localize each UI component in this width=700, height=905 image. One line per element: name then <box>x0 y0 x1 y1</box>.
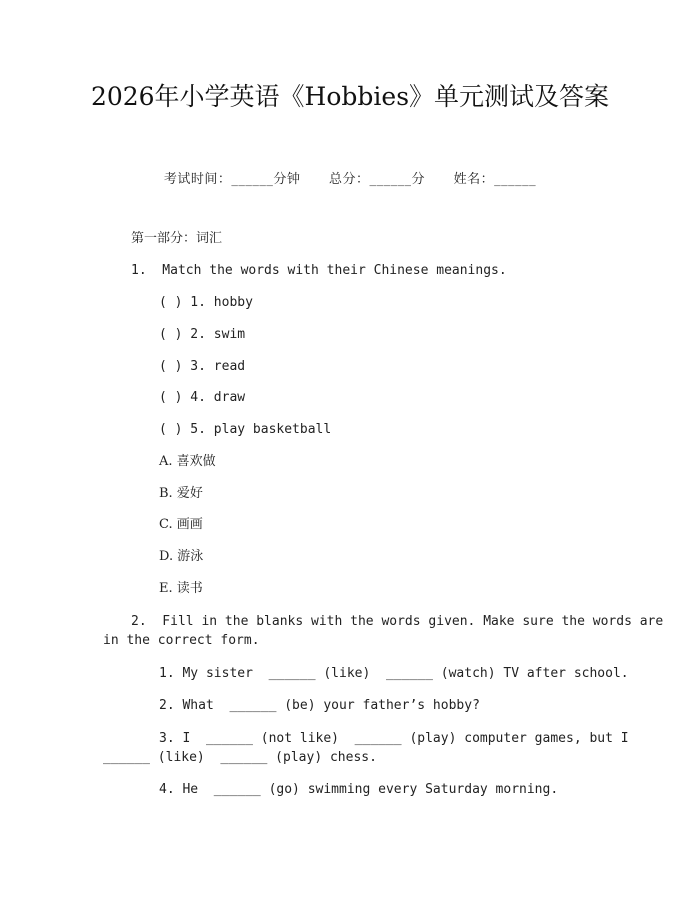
match-item: ( ) 3. read <box>159 359 246 374</box>
question-1-prompt: 1. Match the words with their Chinese meanings. <box>131 263 507 278</box>
match-option: C. 画画 <box>159 517 203 532</box>
match-item: ( ) 5. play basketball <box>159 422 332 437</box>
match-item: ( ) 1. hobby <box>159 295 253 310</box>
match-item: ( ) 2. swim <box>159 327 246 342</box>
question-2-prompt-continued: in the correct form. <box>103 633 260 648</box>
fill-blank-item: 1. My sister ______ (like) ______ (watch) TV after school. <box>159 666 629 681</box>
student-name-field: 姓名：______ <box>453 172 537 187</box>
match-option: A. 喜欢做 <box>159 454 216 469</box>
fill-blank-item-continued: ______ (like) ______ (play) chess. <box>103 750 377 765</box>
match-option: E. 读书 <box>159 581 203 596</box>
match-item: ( ) 4. draw <box>159 390 246 405</box>
question-2-prompt: 2. Fill in the blanks with the words given. Make sure the words are <box>131 614 664 629</box>
total-score-field: 总分：______分 <box>328 172 425 187</box>
match-option: D. 游泳 <box>159 549 204 564</box>
exam-time-field: 考试时间：______分钟 <box>163 172 301 187</box>
document-title: 2026年小学英语《Hobbies》单元测试及答案 <box>90 82 610 111</box>
match-option: B. 爱好 <box>159 486 203 501</box>
exam-info-line <box>0 168 700 187</box>
section-heading: 第一部分：词汇 <box>131 231 223 246</box>
fill-blank-item: 3. I ______ (not like) ______ (play) computer games, but I <box>159 731 629 746</box>
fill-blank-item: 4. He ______ (go) swimming every Saturday morning. <box>159 782 559 797</box>
fill-blank-item: 2. What ______ (be) your father’s hobby? <box>159 698 480 713</box>
